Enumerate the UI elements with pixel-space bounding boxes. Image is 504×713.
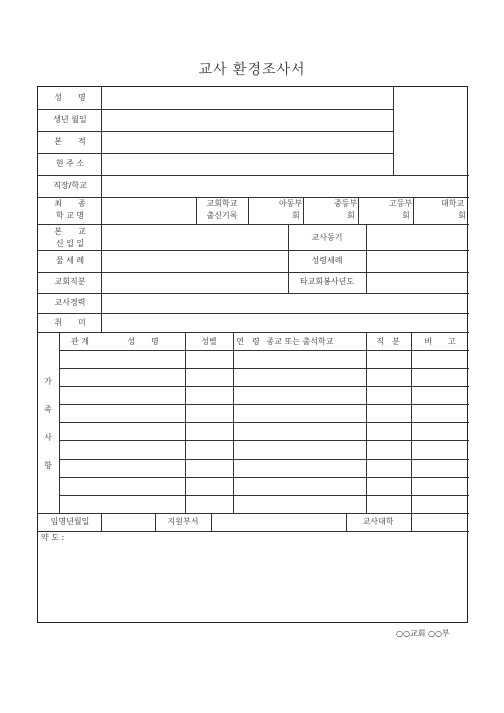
middle-label: 중등부 — [334, 199, 358, 208]
high-count-label: 회 — [402, 211, 410, 220]
family-label-3: 사 — [44, 433, 52, 442]
document-title: 교사 환경조사서 — [198, 62, 306, 78]
school-label-2: 학 교 명 — [55, 211, 85, 220]
family-header-religion: 종교 또는 출석학교 — [266, 337, 334, 346]
teacher-college-label: 교사대학 — [362, 517, 394, 526]
name-label: 성 명 — [54, 93, 86, 102]
spirit-baptism-label: 성령세례 — [311, 256, 343, 265]
baptism-label: 물 세 례 — [55, 256, 85, 265]
children-label: 아동부 — [279, 199, 303, 208]
family-label-4: 항 — [44, 461, 52, 470]
family-header-note: 비 고 — [424, 337, 456, 346]
children-count-label: 회 — [292, 211, 300, 220]
address-label: 현 주 소 — [55, 159, 85, 168]
survey-form — [37, 86, 468, 623]
birth-label: 생년 월일 — [53, 115, 87, 124]
hometown-label: 본 적 — [54, 137, 86, 146]
other-church-year-label: 타교회봉사년도 — [299, 277, 355, 286]
family-label-2: 족 — [44, 405, 52, 414]
appoint-date-label: 임명년월일 — [50, 517, 90, 526]
family-header-position: 직 분 — [376, 337, 400, 346]
career-label: 교사경력 — [54, 298, 86, 307]
job-label: 직장/학교 — [53, 181, 87, 190]
footer-church: ○○교회 ○○부 — [396, 629, 450, 638]
map-label: 약 도 : — [41, 533, 65, 542]
family-label-1: 가 — [44, 377, 52, 386]
church-school-label-2: 출신기록 — [206, 211, 238, 220]
enroll-label-1: 본 교 — [54, 227, 86, 236]
enroll-label-2: 신 입 일 — [55, 239, 85, 248]
church-school-label-1: 교회학교 — [206, 199, 238, 208]
school-label-1: 최 종 — [54, 199, 86, 208]
church-role-label: 교회직분 — [54, 277, 86, 286]
dept-label: 지원부서 — [167, 517, 199, 526]
high-label: 고등부 — [389, 199, 413, 208]
family-header-gender: 성별 — [201, 337, 217, 346]
family-header-age: 연 령 — [236, 337, 260, 346]
motive-label: 교사동기 — [311, 233, 343, 242]
college-label: 대학교 — [441, 199, 465, 208]
college-count-label: 회 — [458, 211, 466, 220]
family-header-relation: 관 계 — [71, 337, 89, 346]
hobby-label: 취 미 — [54, 318, 86, 327]
family-header-name: 성 명 — [127, 337, 159, 346]
middle-count-label: 회 — [347, 211, 355, 220]
